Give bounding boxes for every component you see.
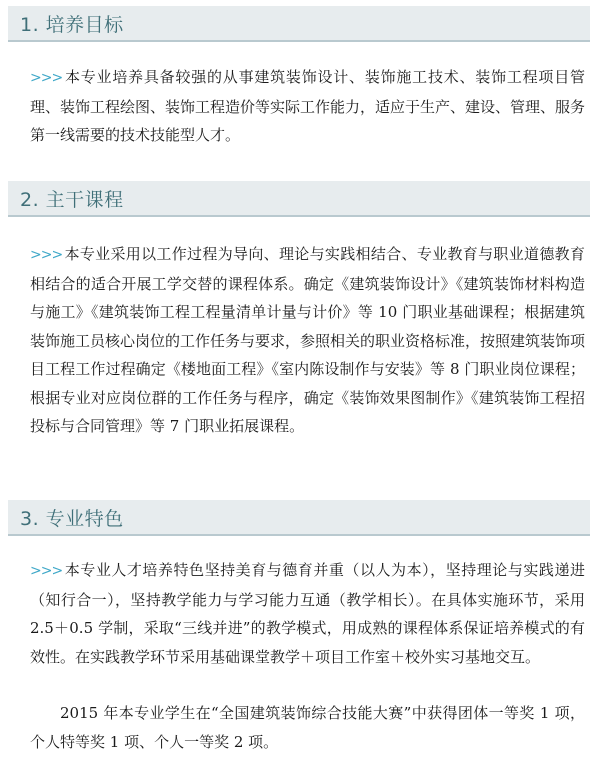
- section-title: 1. 培养目标: [20, 13, 124, 36]
- arrow-icon: >>>: [30, 247, 63, 263]
- paragraph-text: 本专业人才培养特色坚持美育与德育并重（以人为本），坚持理论与实践递进（知行合一），坚持教学能力与学习能力互通（教学相长）。在具体实施环节，采用 2.5＋0.5 学制，采取“三线并进”的教学模式，用成熟的课程体系保证培养模式的有效性。在实践教学环节采用基础课堂教学＋项目工作室＋校外实习基地交互。: [30, 561, 585, 666]
- award-paragraph: 2015 年本专业学生在“全国建筑装饰综合技能大赛”中获得团体一等奖 1 项，个人特等奖 1 项、个人一等奖 2 项。: [30, 704, 585, 751]
- section-header-major-features: [8, 500, 590, 536]
- section-header-main-courses: [8, 181, 590, 217]
- section-paragraph: [30, 240, 585, 441]
- paragraph-text: 本专业采用以工作过程为导向、理论与实践相结合、专业教育与职业道德教育相结合的适合开展工学交替的课程体系。确定《建筑装饰设计》《建筑装饰材料构造与施工》《建筑装饰工程工程量清单计量与计价》等 10 门职业基础课程；根据建筑装饰施工员核心岗位的工作任务与要求，参照相关的职业资格标准，按照建筑装饰项目工程工作过程确定《楼地面工程》《室内陈设制作与安装》等 8 门职业岗位课程；根据专业对应岗位群的工作任务与程序，确定《装饰效果图制作》《建筑装饰工程招投标与合同管理》等 7 门职业拓展课程。: [30, 245, 586, 435]
- arrow-icon: >>>: [30, 70, 63, 86]
- section-paragraph: [30, 556, 585, 671]
- section-header-training-goals: [8, 6, 590, 42]
- paragraph-text: 本专业培养具备较强的从事建筑装饰设计、装饰施工技术、装饰工程项目管理、装饰工程绘图、装饰工程造价等实际工作能力，适应于生产、建设、管理、服务第一线需要的技术技能型人才。: [30, 68, 586, 144]
- section-title: 2. 主干课程: [20, 188, 124, 211]
- section-paragraph: [30, 63, 585, 150]
- section-title: 3. 专业特色: [20, 507, 124, 530]
- arrow-icon: >>>: [30, 563, 63, 579]
